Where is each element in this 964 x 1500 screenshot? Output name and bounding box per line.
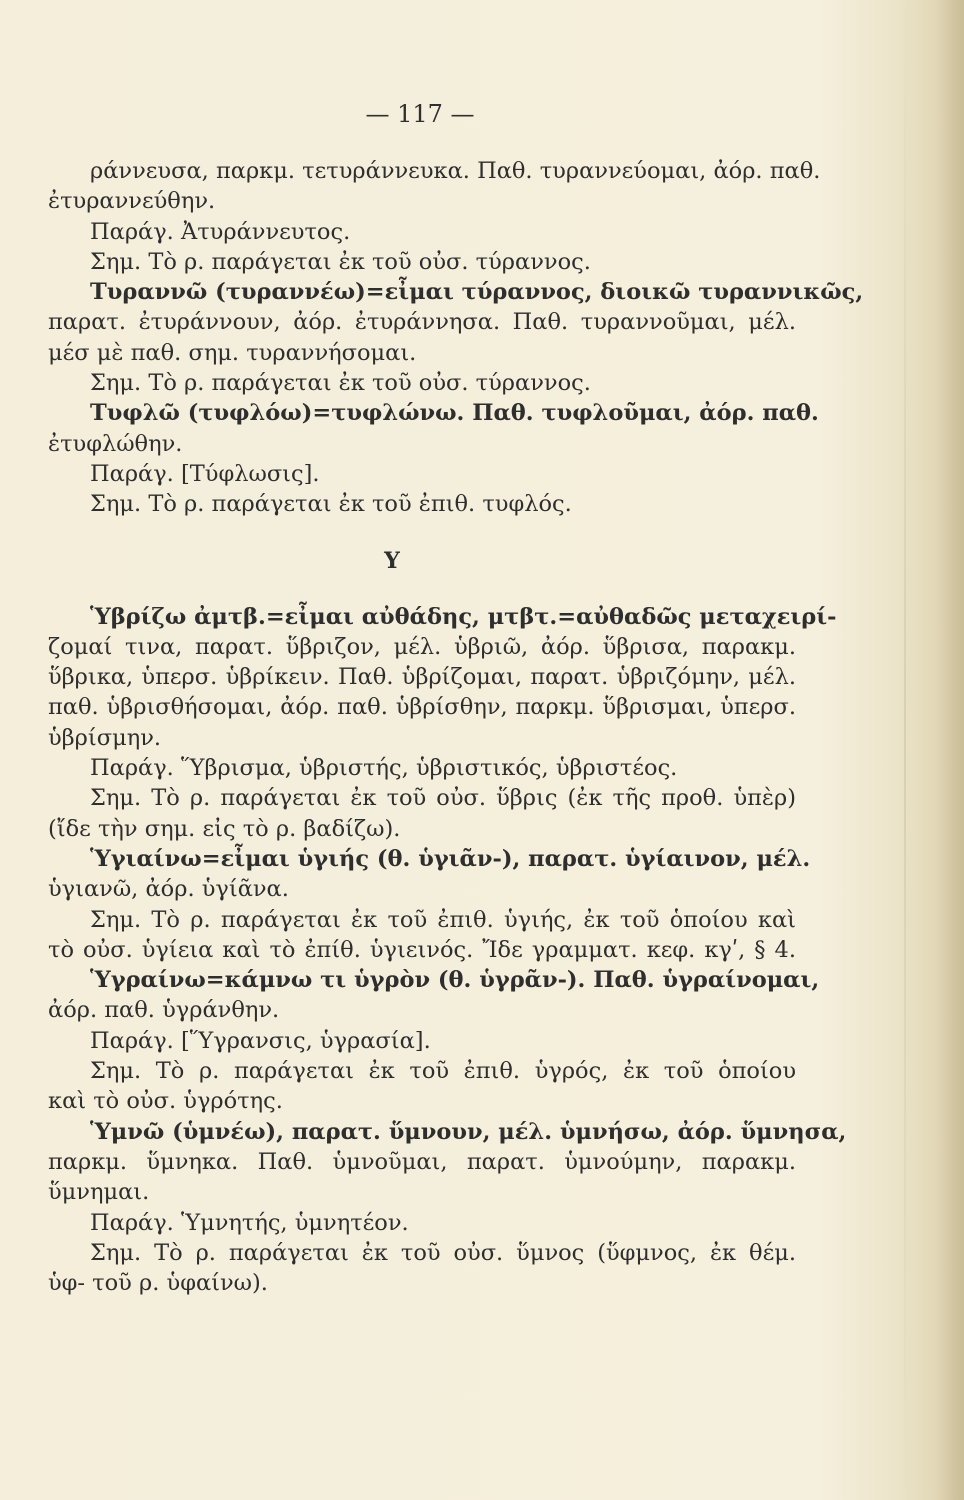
text-line: ὕβρικα, ὑπερσ. ὑβρίκειν. Παθ. ὑβρίζομαι, παρατ. ὑβριζόμην, μέλ. xyxy=(48,664,796,691)
text-line: ὑγιανῶ, ἀόρ. ὑγίᾶνα. xyxy=(48,876,289,903)
text-line: ὑβρίσμην. xyxy=(48,724,162,751)
text-line: Σημ. Τὸ ρ. παράγεται ἐκ τοῦ οὐσ. ὕμνος (ὕφμνος, ἐκ θέμ. xyxy=(90,1239,796,1266)
text-line: Παράγ. Ὑμνητής, ὑμνητέον. xyxy=(90,1209,409,1236)
text-line: Σημ. Τὸ ρ. παράγεται ἐκ τοῦ ἐπιθ. ὑγιής, ἐκ τοῦ ὁποίου καὶ xyxy=(90,906,796,933)
page-edge-shadow xyxy=(936,0,964,1500)
entry-headword-line: Ὑγιαίνω=εἶμαι ὑγιής (θ. ὑγιᾶν-), παρατ. ὑγίαινον, μέλ. xyxy=(90,845,811,872)
text-line: Παράγ. Ἀτυράννευτος. xyxy=(90,218,351,245)
text-line: ὑφ- τοῦ ρ. ὑφαίνω). xyxy=(48,1270,268,1297)
section-letter-upsilon: Υ xyxy=(384,547,400,574)
text-line: παθ. ὑβρισθήσομαι, ἀόρ. παθ. ὑβρίσθην, παρκμ. ὕβρισμαι, ὑπερσ. xyxy=(48,694,796,721)
page-number: — 117 — xyxy=(365,100,475,128)
text-line: ἐτυραννεύθην. xyxy=(48,188,216,215)
text-line: ράννευσα, παρκμ. τετυράννευκα. Παθ. τυραννεύομαι, ἀόρ. παθ. xyxy=(90,158,821,184)
text-line: (ἴδε τὴν σημ. εἰς τὸ ρ. βαδίζω). xyxy=(48,815,401,842)
text-line: παρατ. ἐτυράννουν, ἀόρ. ἐτυράννησα. Παθ. τυραννοῦμαι, μέλ. xyxy=(48,309,796,336)
dictionary-text xyxy=(48,156,864,1298)
entry-headword-line: Ὑβρίζω ἀμτβ.=εἶμαι αὐθάδης, μτβτ.=αὐθαδῶς μεταχειρί- xyxy=(90,603,837,630)
entry-headword-line: Τυφλῶ (τυφλόω)=τυφλώνω. Παθ. τυφλοῦμαι, ἀόρ. παθ. xyxy=(90,400,819,427)
text-line: Σημ. Τὸ ρ. παράγεται ἐκ τοῦ οὐσ. τύραννος. xyxy=(90,248,591,275)
entry-headword-line: Ὑμνῶ (ὑμνέω), παρατ. ὕμνουν, μέλ. ὑμνήσω, ἀόρ. ὕμνησα, xyxy=(90,1118,847,1145)
text-line: Παράγ. Ὕβρισμα, ὑβριστής, ὑβριστικός, ὑβριστέος. xyxy=(90,755,678,782)
text-line: Σημ. Τὸ ρ. παράγεται ἐκ τοῦ ἐπιθ. ὑγρός, ἐκ τοῦ ὁποίου xyxy=(90,1058,796,1085)
text-line: ἐτυφλώθην. xyxy=(48,430,183,457)
page-fold-shadow xyxy=(904,0,906,1500)
text-line: μέσ μὲ παθ. σημ. τυραννήσομαι. xyxy=(48,339,417,366)
text-line: ὕμνημαι. xyxy=(48,1179,150,1206)
text-line: ἀόρ. παθ. ὑγράνθην. xyxy=(48,997,280,1024)
entry-headword-line: Τυραννῶ (τυραννέω)=εἶμαι τύραννος, διοικῶ τυραννικῶς, xyxy=(90,279,864,306)
text-line: Σημ. Τὸ ρ. παράγεται ἐκ τοῦ οὐσ. ὕβρις (ἐκ τῆς προθ. ὑπὲρ) xyxy=(90,785,796,812)
text-line: τὸ οὐσ. ὑγίεια καὶ τὸ ἐπίθ. ὑγιεινός. Ἴδε γραμματ. κεφ. κγʹ, § 4. xyxy=(48,936,796,963)
text-line: Παράγ. [Ὕγρανσις, ὑγρασία]. xyxy=(90,1027,431,1054)
text-line: καὶ τὸ οὐσ. ὑγρότης. xyxy=(48,1088,283,1115)
text-line: Παράγ. [Τύφλωσις]. xyxy=(90,460,320,487)
text-line: Σημ. Τὸ ρ. παράγεται ἐκ τοῦ οὐσ. τύραννος. xyxy=(90,370,591,397)
text-line: ζομαί τινα, παρατ. ὕβριζον, μέλ. ὑβριῶ, ἀόρ. ὕβρισα, παρακμ. xyxy=(48,633,796,660)
entry-headword-line: Ὑγραίνω=κάμνω τι ὑγρὸν (θ. ὑγρᾶν-). Παθ. ὑγραίνομαι, xyxy=(90,967,820,994)
text-line: Σημ. Τὸ ρ. παράγεται ἐκ τοῦ ἐπιθ. τυφλός. xyxy=(90,491,572,518)
text-line: παρκμ. ὕμνηκα. Παθ. ὑμνοῦμαι, παρατ. ὑμνούμην, παρακμ. xyxy=(48,1148,796,1175)
